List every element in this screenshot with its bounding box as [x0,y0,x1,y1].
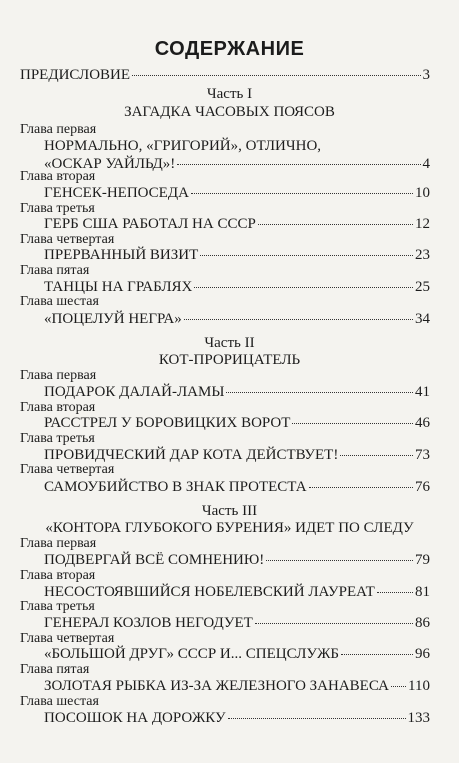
dot-leader [184,319,413,320]
dot-leader [200,255,413,256]
page-number: 76 [415,479,430,495]
part-label: Часть III [201,503,258,519]
chapter-label: Глава четвертая [20,462,115,477]
toc-entry[interactable] [44,615,430,632]
dot-leader [255,623,413,624]
toc-entry[interactable] [44,384,430,401]
entry-title: НЕСОСТОЯВШИЙСЯ НОБЕЛЕВСКИЙ ЛАУРЕАТ [44,584,375,600]
entry-title-line1: НОРМАЛЬНО, «ГРИГОРИЙ», ОТЛИЧНО, [44,138,322,154]
dot-leader [132,75,420,76]
chapter-label: Глава четвертая [20,232,115,247]
toc-entry[interactable] [44,415,430,432]
entry-title: ГЕРБ США РАБОТАЛ НА СССР [44,216,256,232]
dot-leader [377,592,413,593]
toc-entry[interactable] [44,479,430,496]
entry-title: ПОДАРОК ДАЛАЙ-ЛАМЫ [44,384,225,400]
dot-leader [292,423,413,424]
page-number: 3 [422,67,430,83]
page-number: 41 [415,384,430,400]
toc-entry[interactable] [44,710,430,727]
toc-entry[interactable] [44,678,430,695]
chapter-label: Глава первая [20,368,97,383]
entry-title: ГЕНЕРАЛ КОЗЛОВ НЕГОДУЕТ [44,615,253,631]
chapter-label: Глава вторая [20,400,96,415]
entry-title: ПРЕРВАННЫЙ ВИЗИТ [44,247,199,263]
part-title: «КОНТОРА ГЛУБОКОГО БУРЕНИЯ» ИДЕТ ПО СЛЕДУ [45,520,414,536]
page-number: 34 [415,311,430,327]
toc-entry[interactable] [44,247,430,264]
toc-entry[interactable] [44,185,430,202]
entry-title: САМОУБИЙСТВО В ЗНАК ПРОТЕСТА [44,479,307,495]
toc-entry[interactable] [44,156,430,173]
dot-leader [391,686,406,687]
entry-title: ПОДВЕРГАЙ ВСЁ СОМНЕНИЮ! [44,552,265,568]
page-number: 10 [415,185,430,201]
page-number: 25 [415,279,430,295]
toc-entry[interactable] [44,646,430,663]
chapter-label: Глава шестая [20,294,99,309]
entry-title: ПРЕДИСЛОВИЕ [20,67,131,83]
toc-entry[interactable] [44,216,430,233]
chapter-label: Глава третья [20,599,95,614]
dot-leader [191,193,413,194]
page-number: 86 [415,615,430,631]
page-number: 96 [415,646,430,662]
page-number: 79 [415,552,430,568]
part-title: КОТ-ПРОРИЦАТЕЛЬ [158,352,301,368]
entry-title: РАССТРЕЛ У БОРОВИЦКИХ ВОРОТ [44,415,291,431]
dot-leader [309,487,413,488]
entry-title: ЗОЛОТАЯ РЫБКА ИЗ-ЗА ЖЕЛЕЗНОГО ЗАНАВЕСА [44,678,389,694]
entry-title: ГЕНСЕК-НЕПОСЕДА [44,185,189,201]
dot-leader [341,654,413,655]
chapter-label: Глава первая [20,536,97,551]
dot-leader [228,718,406,719]
toc-entry-preface[interactable] [20,67,430,84]
part-label: Часть I [206,86,253,102]
page-number: 46 [415,415,430,431]
entry-title: ПОСОШОК НА ДОРОЖКУ [44,710,226,726]
entry-title: «ПОЦЕЛУЙ НЕГРА» [44,311,182,327]
dot-leader [226,392,413,393]
entry-title: «ОСКАР УАЙЛЬД»! [44,156,176,172]
toc-entry[interactable] [44,279,430,296]
entry-title: «БОЛЬШОЙ ДРУГ» СССР И... СПЕЦСЛУЖБ [44,646,340,662]
chapter-label: Глава первая [20,122,97,137]
page-number: 12 [415,216,430,232]
part-title: ЗАГАДКА ЧАСОВЫХ ПОЯСОВ [124,104,335,120]
toc-entry[interactable] [44,584,430,601]
page-number: 4 [422,156,430,172]
page-number: 81 [415,584,430,600]
chapter-label: Глава пятая [20,662,90,677]
dot-leader [194,287,413,288]
chapter-label: Глава пятая [20,263,90,278]
page-number: 73 [415,447,430,463]
page-number: 133 [407,710,430,726]
toc-entry[interactable] [44,311,430,328]
chapter-label: Глава шестая [20,694,99,709]
part-label: Часть II [204,335,255,351]
chapter-label: Глава вторая [20,568,96,583]
toc-entry[interactable] [44,552,430,569]
dot-leader [340,455,413,456]
entry-title: ПРОВИДЧЕСКИЙ ДАР КОТА ДЕЙСТВУЕТ! [44,447,339,463]
entry-title: ТАНЦЫ НА ГРАБЛЯХ [44,279,193,295]
dot-leader [266,560,413,561]
page-title: СОДЕРЖАНИЕ [154,38,305,60]
chapter-label: Глава четвертая [20,631,115,646]
chapter-label: Глава третья [20,431,95,446]
chapter-label: Глава третья [20,201,95,216]
chapter-label: Глава вторая [20,169,96,184]
page-number: 23 [415,247,430,263]
page-number: 110 [408,678,430,694]
dot-leader [177,164,420,165]
dot-leader [258,224,413,225]
